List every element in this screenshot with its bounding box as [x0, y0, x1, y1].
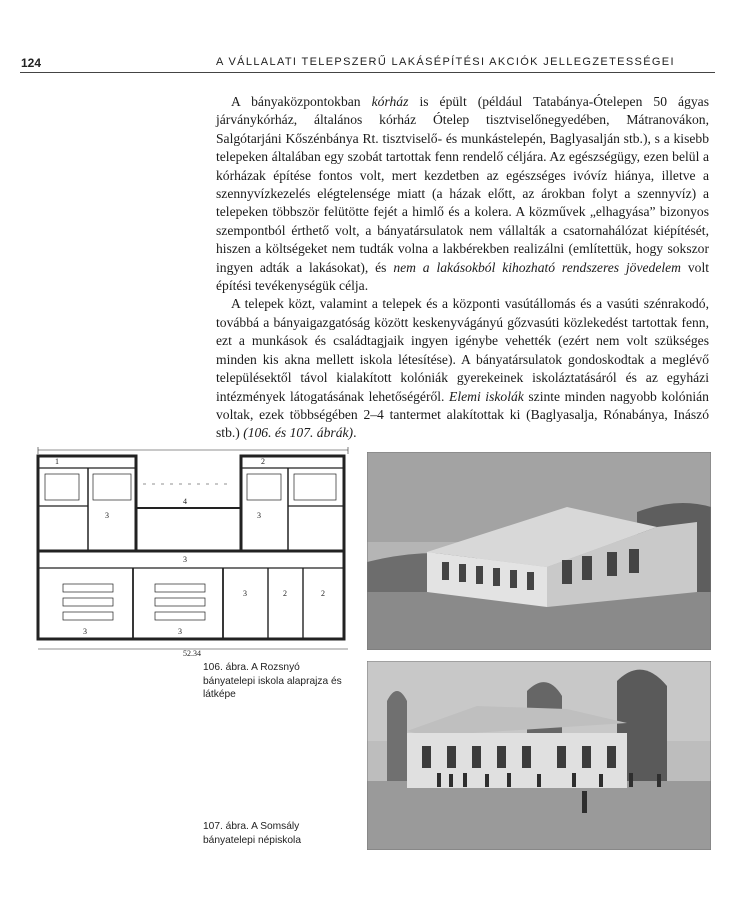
header-rule [20, 72, 715, 73]
plan-room-label: 2 [283, 589, 287, 598]
plan-room-label: 3 [183, 555, 187, 564]
plan-room-label: 1 [55, 457, 59, 466]
plan-room-label: 3 [243, 589, 247, 598]
plan-dimension-label: 52.34 [183, 649, 201, 656]
paragraph-hospitals: A bányaközpontokban kórház is épült (például Tatabánya-Ótelepen 50 ágyas járványkórház, általános kórház Ótelep tisztviselőnegyedében, Mátranovákon, Salgótarjáni Kőszénbánya Rt. tisztviselő- és munkástelepén, Baglyasalján stb.), s a kisebb telepeken általában egy szobát tartottak fenn rendelő céljára. Az egészségügy, ezen belül a kórházak építése fontos volt, mert kezdetben az egészséges ivóvíz hiánya, illetve a szennyvízkezelés elégtelensége miatt (a házak előtt, az árokban folyt a szennyvíz) a telepeken többször felütötte fejét a himlő és a kolera. A közművek „elhagyása” bizonyos szempontból érthető volt, a bányatársulatok nem vállalták a csatornahálózat kiépítését, hiszen a költségeket nem tudták volna a lakbérekben realizálni (említettük, hogy sokszor ingyen adták a lakásokat), és nem a lakásokból kihozható rendszeres jövedelem volt építési tevékenységük célja. [216, 94, 709, 294]
figure-107-caption: 107. ábra. A Somsály bányatelepi népiskola [203, 821, 301, 846]
running-header: A VÁLLALATI TELEPSZERŰ LAKÁSÉPÍTÉSI AKCIÓK JELLEGZETESSÉGEI [216, 56, 675, 68]
paragraph-schools: A telepek közt, valamint a telepek és a központi vasútállomás és a vasúti szénrakodó, továbbá a bányaigazgatóság között keskenyvágányú gőzvasúti közlekedést tartottak fenn, ezt a munkások és családtagjaik ingyen igénybe vehették (ezért nem volt szükséges minden kis akna mellett iskola létesítése). A bányatársulatok gondoskodtak a meglévő településektől távol kialakított kolóniák gyerekeinek iskoláztatásáról és az egyházi intézmények látogatásának lehetőségéről. Elemi iskolák szinte minden nagyobb kolónián voltak, ezek többségében 2–4 tantermet alakítottak ki (Baglyasalja, Rónabánya, Inászó stb.) (106. és 107. ábrák). [216, 296, 709, 441]
school-photo-rozsnyo [367, 452, 711, 650]
plan-room-label: 4 [183, 497, 187, 506]
plan-room-label: 2 [321, 589, 325, 598]
school-photo-somsaly [367, 661, 711, 850]
plan-room-label: 3 [83, 627, 87, 636]
school-floor-plan [33, 446, 353, 656]
body-text [216, 93, 709, 443]
figure-106-caption: 106. ábra. A Rozsnyó bányatelepi iskola alaprajza és látképe [203, 662, 342, 700]
plan-room-label: 3 [178, 627, 182, 636]
page-number: 124 [21, 56, 42, 70]
plan-room-label: 2 [261, 457, 265, 466]
plan-room-label: 3 [105, 511, 109, 520]
plan-room-label: 3 [257, 511, 261, 520]
